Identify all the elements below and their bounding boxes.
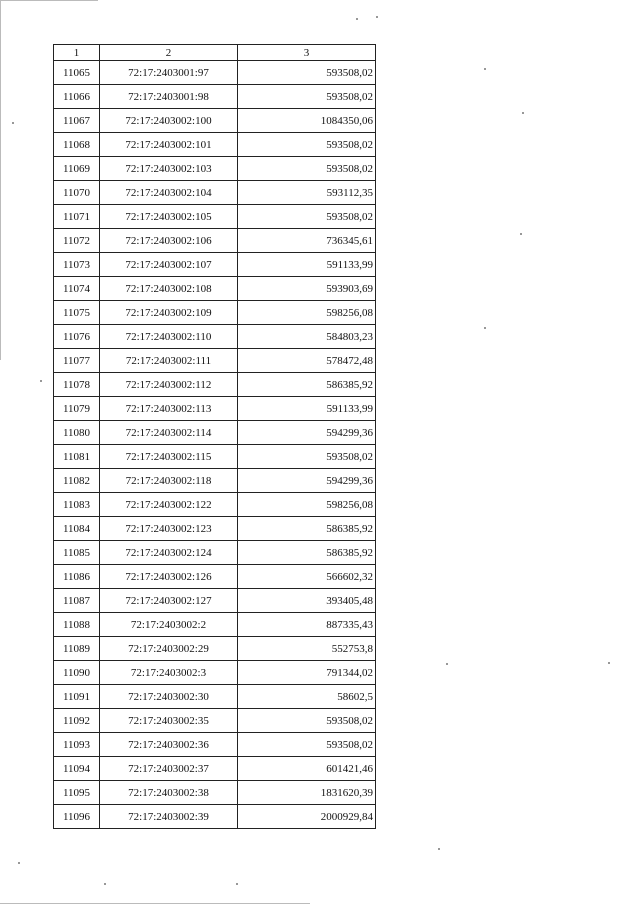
table-row: [54, 157, 376, 181]
cadastral-value: 593508,02: [238, 61, 376, 85]
cadastral-number: 72:17:2403002:36: [100, 733, 238, 757]
cadastral-number: 72:17:2403002:100: [100, 109, 238, 133]
cadastral-number: 72:17:2403002:114: [100, 421, 238, 445]
cadastral-number: 72:17:2403002:37: [100, 757, 238, 781]
scan-speck: [40, 380, 42, 382]
row-number: 11077: [54, 349, 100, 373]
scan-edge-left: [0, 0, 1, 360]
cadastral-number: 72:17:2403002:127: [100, 589, 238, 613]
scan-edge-top: [0, 0, 98, 1]
table-row: [54, 85, 376, 109]
table-header-row: [54, 45, 376, 61]
cadastral-number: 72:17:2403001:98: [100, 85, 238, 109]
row-number: 11084: [54, 517, 100, 541]
cadastral-value: 1084350,06: [238, 109, 376, 133]
column-header-3: 3: [238, 45, 376, 61]
row-number: 11072: [54, 229, 100, 253]
cadastral-value: 591133,99: [238, 397, 376, 421]
column-header-2: 2: [100, 45, 238, 61]
cadastral-value: 598256,08: [238, 301, 376, 325]
cadastral-value: 593508,02: [238, 85, 376, 109]
row-number: 11073: [54, 253, 100, 277]
cadastral-value: 566602,32: [238, 565, 376, 589]
table-row: [54, 685, 376, 709]
table-row: [54, 493, 376, 517]
cadastral-value: 594299,36: [238, 421, 376, 445]
cadastral-number: 72:17:2403002:103: [100, 157, 238, 181]
row-number: 11078: [54, 373, 100, 397]
cadastral-value: 1831620,39: [238, 781, 376, 805]
row-number: 11065: [54, 61, 100, 85]
table-row: [54, 205, 376, 229]
table-row: [54, 517, 376, 541]
scan-speck: [608, 662, 610, 664]
cadastral-value: 887335,43: [238, 613, 376, 637]
row-number: 11088: [54, 613, 100, 637]
scan-edge-bottom: [0, 903, 310, 904]
scan-speck: [18, 862, 20, 864]
cadastral-value: 593508,02: [238, 205, 376, 229]
row-number: 11066: [54, 85, 100, 109]
cadastral-value: 593508,02: [238, 445, 376, 469]
cadastral-value: 593508,02: [238, 133, 376, 157]
cadastral-number: 72:17:2403002:113: [100, 397, 238, 421]
table-row: [54, 421, 376, 445]
row-number: 11068: [54, 133, 100, 157]
cadastral-value: 591133,99: [238, 253, 376, 277]
table-row: [54, 253, 376, 277]
cadastral-number: 72:17:2403002:108: [100, 277, 238, 301]
row-number: 11093: [54, 733, 100, 757]
table-row: [54, 541, 376, 565]
table-row: [54, 373, 376, 397]
cadastral-value: 593112,35: [238, 181, 376, 205]
cadastral-value: 598256,08: [238, 493, 376, 517]
cadastral-number: 72:17:2403002:111: [100, 349, 238, 373]
table-row: [54, 589, 376, 613]
cadastral-number: 72:17:2403002:29: [100, 637, 238, 661]
cadastral-value: 552753,8: [238, 637, 376, 661]
row-number: 11091: [54, 685, 100, 709]
cadastral-number: 72:17:2403002:30: [100, 685, 238, 709]
cadastral-number: 72:17:2403002:123: [100, 517, 238, 541]
row-number: 11080: [54, 421, 100, 445]
cadastral-number: 72:17:2403002:115: [100, 445, 238, 469]
cadastral-number: 72:17:2403001:97: [100, 61, 238, 85]
cadastral-value: 586385,92: [238, 373, 376, 397]
cadastral-number: 72:17:2403002:104: [100, 181, 238, 205]
scan-speck: [520, 233, 522, 235]
row-number: 11079: [54, 397, 100, 421]
table-row: [54, 109, 376, 133]
table-row: [54, 805, 376, 829]
cadastral-number: 72:17:2403002:105: [100, 205, 238, 229]
cadastral-number: 72:17:2403002:126: [100, 565, 238, 589]
cadastral-value: 58602,5: [238, 685, 376, 709]
cadastral-number: 72:17:2403002:109: [100, 301, 238, 325]
cadastral-number: 72:17:2403002:35: [100, 709, 238, 733]
cadastral-value: 578472,48: [238, 349, 376, 373]
row-number: 11087: [54, 589, 100, 613]
cadastral-value: 584803,23: [238, 325, 376, 349]
table-row: [54, 325, 376, 349]
row-number: 11090: [54, 661, 100, 685]
row-number: 11067: [54, 109, 100, 133]
row-number: 11074: [54, 277, 100, 301]
cadastral-number: 72:17:2403002:3: [100, 661, 238, 685]
table-row: [54, 613, 376, 637]
cadastral-value: 393405,48: [238, 589, 376, 613]
cadastral-value: 593903,69: [238, 277, 376, 301]
cadastral-number: 72:17:2403002:2: [100, 613, 238, 637]
scan-speck: [104, 883, 106, 885]
scan-speck: [438, 848, 440, 850]
table-row: [54, 277, 376, 301]
cadastral-value: 593508,02: [238, 709, 376, 733]
scan-speck: [376, 16, 378, 18]
cadastral-number: 72:17:2403002:112: [100, 373, 238, 397]
row-number: 11089: [54, 637, 100, 661]
cadastral-value-table: [53, 44, 376, 829]
cadastral-number: 72:17:2403002:107: [100, 253, 238, 277]
cadastral-number: 72:17:2403002:124: [100, 541, 238, 565]
table-row: [54, 349, 376, 373]
table-row: [54, 709, 376, 733]
row-number: 11086: [54, 565, 100, 589]
row-number: 11076: [54, 325, 100, 349]
row-number: 11085: [54, 541, 100, 565]
table-row: [54, 661, 376, 685]
cadastral-value: 594299,36: [238, 469, 376, 493]
cadastral-value: 593508,02: [238, 157, 376, 181]
row-number: 11092: [54, 709, 100, 733]
cadastral-number: 72:17:2403002:122: [100, 493, 238, 517]
cadastral-value: 586385,92: [238, 541, 376, 565]
cadastral-number: 72:17:2403002:101: [100, 133, 238, 157]
row-number: 11075: [54, 301, 100, 325]
table-row: [54, 733, 376, 757]
cadastral-number: 72:17:2403002:38: [100, 781, 238, 805]
table-row: [54, 781, 376, 805]
cadastral-value: 736345,61: [238, 229, 376, 253]
cadastral-number: 72:17:2403002:106: [100, 229, 238, 253]
row-number: 11081: [54, 445, 100, 469]
table-body: [54, 61, 376, 829]
cadastral-number: 72:17:2403002:118: [100, 469, 238, 493]
table-row: [54, 469, 376, 493]
cadastral-number: 72:17:2403002:110: [100, 325, 238, 349]
table-row: [54, 757, 376, 781]
row-number: 11082: [54, 469, 100, 493]
scan-speck: [484, 327, 486, 329]
scan-speck: [236, 883, 238, 885]
row-number: 11071: [54, 205, 100, 229]
table-row: [54, 181, 376, 205]
row-number: 11069: [54, 157, 100, 181]
scan-speck: [356, 18, 358, 20]
table-row: [54, 397, 376, 421]
scan-speck: [446, 663, 448, 665]
row-number: 11070: [54, 181, 100, 205]
table-row: [54, 61, 376, 85]
scan-speck: [484, 68, 486, 70]
cadastral-value: 2000929,84: [238, 805, 376, 829]
column-header-1: 1: [54, 45, 100, 61]
row-number: 11083: [54, 493, 100, 517]
cadastral-value: 601421,46: [238, 757, 376, 781]
table-row: [54, 229, 376, 253]
table-row: [54, 637, 376, 661]
scan-speck: [522, 112, 524, 114]
row-number: 11095: [54, 781, 100, 805]
cadastral-value: 586385,92: [238, 517, 376, 541]
table-row: [54, 565, 376, 589]
scan-speck: [12, 122, 14, 124]
cadastral-value: 791344,02: [238, 661, 376, 685]
cadastral-number: 72:17:2403002:39: [100, 805, 238, 829]
row-number: 11094: [54, 757, 100, 781]
table-row: [54, 133, 376, 157]
cadastral-value: 593508,02: [238, 733, 376, 757]
table-row: [54, 301, 376, 325]
table-row: [54, 445, 376, 469]
row-number: 11096: [54, 805, 100, 829]
